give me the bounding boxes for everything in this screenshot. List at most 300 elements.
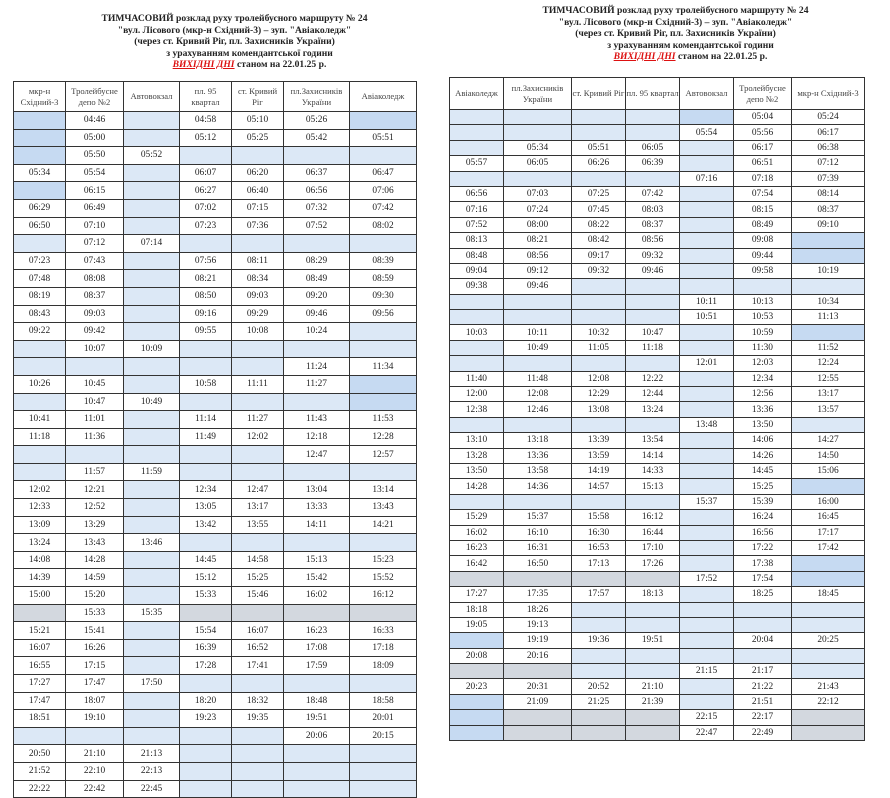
title-line-2: "вул. Лісового (мкр-н Східний-3) – зуп. "Авіаколедж" [558,16,793,28]
empty-cell [124,164,180,182]
departure-time-cell: 10:32 [572,325,626,340]
column-header: Тролейбусне депо №2 [66,82,124,112]
schedule-title [12,13,457,71]
empty-cell [680,156,734,171]
empty-cell [504,356,572,371]
departure-time-cell: 15:35 [124,604,180,622]
empty-cell [680,510,734,525]
empty-cell [350,762,417,780]
empty-cell [284,745,350,763]
departure-time-cell: 22:12 [792,694,865,709]
empty-cell [680,140,734,155]
empty-cell [572,664,626,679]
table-row [450,602,865,617]
departure-time-cell: 08:14 [792,186,865,201]
departure-time-cell: 17:27 [450,587,504,602]
departure-time-cell: 07:03 [504,186,572,201]
departure-time-cell: 14:36 [504,479,572,494]
empty-cell [504,494,572,509]
empty-cell [124,481,180,499]
empty-cell [626,494,680,509]
departure-time-cell: 17:41 [232,657,284,675]
departure-time-cell: 15:41 [66,622,124,640]
empty-cell [450,110,504,125]
empty-cell [626,417,680,432]
departure-time-cell: 13:36 [734,402,792,417]
header-row [450,78,865,110]
empty-cell [124,499,180,517]
empty-cell [232,604,284,622]
departure-time-cell: 22:47 [680,725,734,740]
empty-cell [124,587,180,605]
departure-time-cell: 17:08 [284,639,350,657]
empty-cell [680,479,734,494]
table-row [450,479,865,494]
empty-cell [350,147,417,165]
departure-time-cell: 15:39 [734,494,792,509]
departure-time-cell: 17:28 [180,657,232,675]
empty-cell [124,446,180,464]
departure-time-cell: 11:36 [66,428,124,446]
departure-time-cell: 17:42 [792,540,865,555]
departure-time-cell: 22:10 [66,762,124,780]
empty-cell [284,604,350,622]
departure-time-cell: 08:56 [626,233,680,248]
empty-cell [124,358,180,376]
table-row [450,140,865,155]
empty-cell [504,171,572,186]
empty-cell [680,202,734,217]
departure-time-cell: 06:17 [792,125,865,140]
departure-time-cell: 21:51 [734,694,792,709]
empty-cell [450,171,504,186]
departure-time-cell: 20:08 [450,648,504,663]
empty-cell [572,294,626,309]
departure-time-cell: 13:50 [450,463,504,478]
departure-time-cell: 11:40 [450,371,504,386]
departure-time-cell: 13:43 [66,534,124,552]
empty-cell [180,604,232,622]
departure-time-cell: 12:52 [66,499,124,517]
column-header: Авіаколедж [450,78,504,110]
empty-cell [680,525,734,540]
departure-time-cell: 14:33 [626,463,680,478]
table-row [14,112,417,130]
empty-cell [792,617,865,632]
departure-time-cell: 18:58 [350,692,417,710]
empty-cell [572,725,626,740]
departure-time-cell: 20:25 [792,633,865,648]
departure-time-cell: 09:22 [14,323,66,341]
column-header: пл.Захисників України [284,82,350,112]
departure-time-cell: 10:19 [792,263,865,278]
empty-cell [734,648,792,663]
departure-time-cell: 19:35 [232,710,284,728]
table-row [14,780,417,798]
departure-time-cell: 15:23 [350,551,417,569]
table-row [14,727,417,745]
departure-time-cell: 18:07 [66,692,124,710]
empty-cell [284,762,350,780]
empty-cell [124,375,180,393]
departure-time-cell: 20:15 [350,727,417,745]
departure-time-cell: 11:52 [792,340,865,355]
departure-time-cell: 11:11 [232,375,284,393]
empty-cell [14,182,66,200]
departure-time-cell: 17:57 [572,587,626,602]
empty-cell [284,393,350,411]
departure-time-cell: 12:38 [450,402,504,417]
departure-time-cell: 06:51 [734,156,792,171]
title-line-5 [12,59,457,71]
empty-cell [626,110,680,125]
empty-cell [504,710,572,725]
table-row [14,358,417,376]
empty-cell [124,710,180,728]
departure-time-cell: 16:55 [14,657,66,675]
departure-time-cell: 09:12 [504,263,572,278]
empty-cell [626,725,680,740]
empty-cell [14,393,66,411]
table-row [14,569,417,587]
empty-cell [450,340,504,355]
departure-time-cell: 18:18 [450,602,504,617]
departure-time-cell: 18:25 [734,587,792,602]
empty-cell [232,446,284,464]
empty-cell [124,217,180,235]
empty-cell [350,675,417,693]
departure-time-cell: 10:08 [232,323,284,341]
empty-cell [232,358,284,376]
empty-cell [180,235,232,253]
empty-cell [284,463,350,481]
departure-time-cell: 09:38 [450,279,504,294]
departure-time-cell: 10:26 [14,375,66,393]
departure-time-cell: 10:53 [734,310,792,325]
empty-cell [680,325,734,340]
empty-cell [232,147,284,165]
departure-time-cell: 12:34 [734,371,792,386]
empty-cell [350,780,417,798]
empty-cell [572,279,626,294]
empty-cell [504,571,572,586]
title-line-4: з урахуванням комендантської години [166,47,333,59]
departure-time-cell: 10:11 [504,325,572,340]
empty-cell [284,235,350,253]
table-row [450,310,865,325]
empty-cell [572,710,626,725]
timetable-left [13,81,417,798]
table-row [14,692,417,710]
empty-cell [792,248,865,263]
departure-time-cell: 15:58 [572,510,626,525]
departure-time-cell: 18:51 [14,710,66,728]
empty-cell [14,727,66,745]
departure-time-cell: 05:42 [284,129,350,147]
departure-time-cell: 16:26 [66,639,124,657]
departure-time-cell: 16:39 [180,639,232,657]
departure-time-cell: 11:01 [66,411,124,429]
departure-time-cell: 08:11 [232,252,284,270]
empty-cell [626,617,680,632]
departure-time-cell: 09:16 [180,305,232,323]
table-row [450,325,865,340]
departure-time-cell: 09:03 [232,287,284,305]
table-row [450,633,865,648]
empty-cell [792,725,865,740]
empty-cell [180,745,232,763]
empty-cell [680,186,734,201]
departure-time-cell: 08:39 [350,252,417,270]
empty-cell [232,235,284,253]
empty-cell [572,171,626,186]
departure-time-cell: 12:47 [232,481,284,499]
column-header: мкр-н Східний-3 [792,78,865,110]
empty-cell [350,463,417,481]
table-row [14,499,417,517]
empty-cell [450,294,504,309]
empty-cell [350,235,417,253]
table-row [14,551,417,569]
table-row [14,639,417,657]
departure-time-cell: 13:55 [232,516,284,534]
departure-time-cell: 13:05 [180,499,232,517]
departure-time-cell: 16:42 [450,556,504,571]
departure-time-cell: 15:33 [66,604,124,622]
departure-time-cell: 14:45 [734,463,792,478]
empty-cell [504,110,572,125]
empty-cell [124,287,180,305]
table-row [14,270,417,288]
departure-time-cell: 09:32 [572,263,626,278]
departure-time-cell: 09:44 [734,248,792,263]
empty-cell [680,340,734,355]
departure-time-cell: 14:59 [66,569,124,587]
table-row [14,217,417,235]
departure-time-cell: 12:55 [792,371,865,386]
empty-cell [572,617,626,632]
departure-time-cell: 22:42 [66,780,124,798]
empty-cell [350,604,417,622]
departure-time-cell: 05:57 [450,156,504,171]
departure-time-cell: 12:08 [572,371,626,386]
column-header: мкр-н Східний-3 [14,82,66,112]
departure-time-cell: 20:52 [572,679,626,694]
departure-time-cell: 08:21 [180,270,232,288]
empty-cell [14,235,66,253]
schedule-title [453,5,890,63]
departure-time-cell: 13:08 [572,402,626,417]
departure-time-cell: 08:49 [734,217,792,232]
departure-time-cell: 16:24 [734,510,792,525]
column-header: ст. Кривий Ріг [572,78,626,110]
departure-time-cell: 10:07 [66,340,124,358]
table-row [14,481,417,499]
empty-cell [14,112,66,130]
departure-time-cell: 16:12 [626,510,680,525]
empty-cell [284,675,350,693]
departure-time-cell: 15:00 [14,587,66,605]
empty-cell [180,780,232,798]
departure-time-cell: 05:56 [734,125,792,140]
column-header: Автовокзал [124,82,180,112]
departure-time-cell: 14:11 [284,516,350,534]
empty-cell [232,675,284,693]
empty-cell [680,679,734,694]
empty-cell [680,217,734,232]
departure-time-cell: 15:06 [792,463,865,478]
departure-time-cell: 06:15 [66,182,124,200]
empty-cell [792,556,865,571]
empty-cell [14,147,66,165]
empty-cell [66,446,124,464]
departure-time-cell: 10:47 [66,393,124,411]
departure-time-cell: 11:27 [232,411,284,429]
empty-cell [572,494,626,509]
departure-time-cell: 16:50 [504,556,572,571]
table-row [450,648,865,663]
departure-time-cell: 05:50 [66,147,124,165]
table-row [450,510,865,525]
day-type-label: ВИХІДНІ ДНІ [172,59,235,71]
departure-time-cell: 07:12 [66,235,124,253]
departure-time-cell: 08:08 [66,270,124,288]
empty-cell [504,125,572,140]
departure-time-cell: 21:39 [626,694,680,709]
empty-cell [734,602,792,617]
table-row [450,679,865,694]
table-row [450,156,865,171]
empty-cell [14,358,66,376]
empty-cell [450,710,504,725]
departure-time-cell: 10:41 [14,411,66,429]
empty-cell [572,648,626,663]
date-label: станом на 22.01.25 р. [675,51,768,63]
empty-cell [124,622,180,640]
table-row [14,516,417,534]
empty-cell [626,171,680,186]
column-header: Авіаколедж [350,82,417,112]
empty-cell [626,664,680,679]
departure-time-cell: 17:54 [734,571,792,586]
table-row [450,110,865,125]
departure-time-cell: 09:32 [626,248,680,263]
table-row [450,340,865,355]
departure-time-cell: 13:57 [792,402,865,417]
table-row [450,233,865,248]
column-header: ст. Кривий Ріг [232,82,284,112]
departure-time-cell: 20:31 [504,679,572,694]
departure-time-cell: 08:37 [66,287,124,305]
departure-time-cell: 13:59 [572,448,626,463]
empty-cell [680,248,734,263]
departure-time-cell: 07:23 [180,217,232,235]
departure-time-cell: 17:17 [792,525,865,540]
empty-cell [450,417,504,432]
departure-time-cell: 14:28 [450,479,504,494]
title-line-3: (через ст. Кривий Ріг, пл. Захисників України) [134,36,335,48]
table-row [14,675,417,693]
departure-time-cell: 06:20 [232,164,284,182]
departure-time-cell: 13:54 [626,433,680,448]
departure-time-cell: 07:42 [350,199,417,217]
table-row [450,433,865,448]
empty-cell [572,571,626,586]
departure-time-cell: 08:56 [504,248,572,263]
departure-time-cell: 16:45 [792,510,865,525]
empty-cell [124,252,180,270]
departure-time-cell: 20:16 [504,648,572,663]
departure-time-cell: 13:42 [180,516,232,534]
departure-time-cell: 09:10 [792,217,865,232]
departure-time-cell: 17:13 [572,556,626,571]
departure-time-cell: 14:45 [180,551,232,569]
departure-time-cell: 13:09 [14,516,66,534]
departure-time-cell: 06:56 [284,182,350,200]
empty-cell [792,233,865,248]
departure-time-cell: 07:25 [572,186,626,201]
departure-time-cell: 22:49 [734,725,792,740]
departure-time-cell: 13:17 [232,499,284,517]
departure-time-cell: 18:26 [504,602,572,617]
departure-time-cell: 17:35 [504,587,572,602]
departure-time-cell: 22:22 [14,780,66,798]
departure-time-cell: 16:10 [504,525,572,540]
departure-time-cell: 16:56 [734,525,792,540]
departure-time-cell: 22:13 [124,762,180,780]
departure-time-cell: 10:49 [504,340,572,355]
departure-time-cell: 10:49 [124,393,180,411]
departure-time-cell: 12:21 [66,481,124,499]
table-row [450,694,865,709]
departure-time-cell: 10:45 [66,375,124,393]
empty-cell [180,534,232,552]
empty-cell [680,448,734,463]
departure-time-cell: 08:49 [284,270,350,288]
table-row [14,446,417,464]
empty-cell [350,393,417,411]
empty-cell [14,604,66,622]
departure-time-cell: 06:26 [572,156,626,171]
departure-time-cell: 11:30 [734,340,792,355]
departure-time-cell: 06:05 [504,156,572,171]
departure-time-cell: 05:12 [180,129,232,147]
empty-cell [572,110,626,125]
empty-cell [572,310,626,325]
empty-cell [350,534,417,552]
table-row [14,622,417,640]
departure-time-cell: 05:04 [734,110,792,125]
empty-cell [680,602,734,617]
empty-cell [14,463,66,481]
departure-time-cell: 05:51 [350,129,417,147]
table-row [450,710,865,725]
departure-time-cell: 08:43 [14,305,66,323]
departure-time-cell: 10:51 [680,310,734,325]
empty-cell [350,323,417,341]
departure-time-cell: 05:00 [66,129,124,147]
empty-cell [124,305,180,323]
empty-cell [180,358,232,376]
departure-time-cell: 17:59 [284,657,350,675]
empty-cell [180,340,232,358]
departure-time-cell: 19:23 [180,710,232,728]
departure-time-cell: 13:50 [734,417,792,432]
departure-time-cell: 14:14 [626,448,680,463]
empty-cell [792,710,865,725]
empty-cell [450,125,504,140]
table-row [450,617,865,632]
